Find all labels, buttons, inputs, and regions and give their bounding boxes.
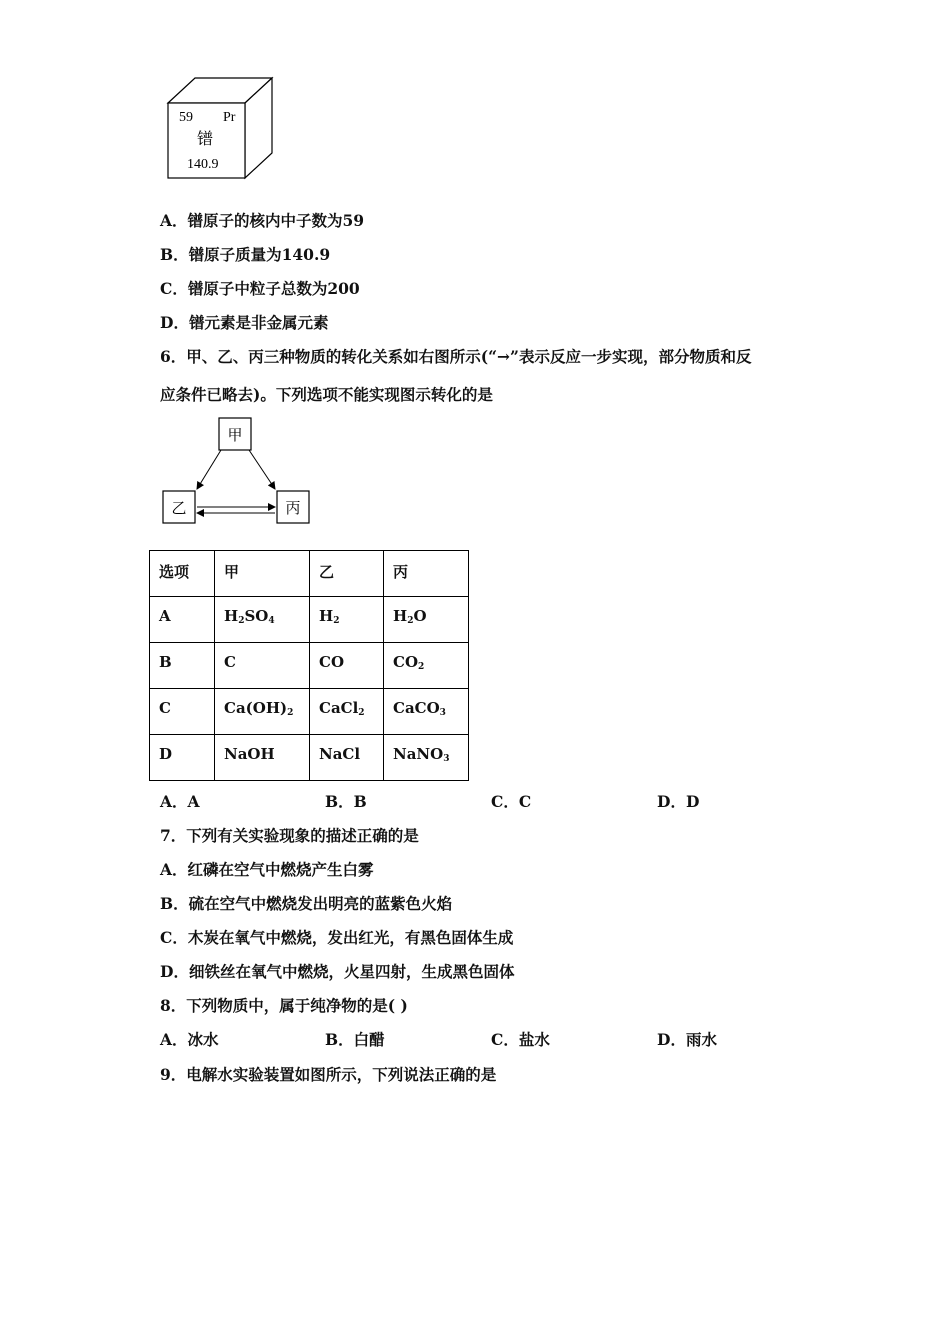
header-yi: 乙 [310,551,384,597]
arrow-jia-to-yi [197,450,221,489]
q7-option-d: D．细铁丝在氧气中燃烧，火星四射，生成黑色固体 [160,962,515,981]
element-mass: 140.9 [187,157,219,172]
header-option: 选项 [150,551,215,597]
node-jia: 甲 [227,426,243,444]
row-c-bing: CaCO$_3$ [384,689,469,735]
row-d-bing: NaNO$_3$ [384,735,469,781]
q9-stem: 9．电解水实验装置如图所示，下列说法正确的是 [160,1065,497,1084]
q8-choice-b: B．白醋 [325,1030,385,1049]
q6-choice-d: D．D [657,792,700,811]
table-row [150,689,469,735]
table-row [150,597,469,643]
element-number: 59 [179,110,193,125]
q5-option-c: C．镨原子中粒子总数为200 [160,279,360,298]
row-d-jia: NaOH [215,735,310,781]
q5-option-d: D．镨元素是非金属元素 [160,313,329,332]
q7-option-a: A．红磷在空气中燃烧产生白雾 [160,860,374,879]
q7-stem: 7．下列有关实验现象的描述正确的是 [160,826,419,845]
row-a-jia: $H_2SO_4$ [215,597,310,643]
row-b-bing: $CO_2$ [384,643,469,689]
q8-choice-c: C．盐水 [491,1030,550,1049]
element-card-praseodymium [165,75,275,180]
q7-option-c: C．木炭在氧气中燃烧，发出红光，有黑色固体生成 [160,928,514,947]
row-c-option: C [150,689,215,735]
q6-choice-b: B．B [325,792,367,811]
row-d-yi: NaCl [310,735,384,781]
q8-stem: 8．下列物质中，属于纯净物的是( ) [160,996,408,1015]
row-c-jia: $Ca(OH)_2$ [215,689,310,735]
table-header-row [150,551,469,597]
options-table [149,550,469,781]
row-d-option: D [150,735,215,781]
q5-option-b: B．镨原子质量为140.9 [160,245,331,264]
node-yi: 乙 [171,499,187,517]
arrow-jia-to-bing [249,450,275,489]
q6-stem-line2: 应条件已略去)。下列选项不能实现图示转化的是 [160,385,493,404]
header-bing: 丙 [384,551,469,597]
row-b-jia: C [215,643,310,689]
row-a-option: A [150,597,215,643]
conversion-diagram [160,416,312,526]
q7-option-b: B．硫在空气中燃烧发出明亮的蓝紫色火焰 [160,894,453,913]
row-a-yi: $H_2$ [310,597,384,643]
header-jia: 甲 [215,551,310,597]
table-row [150,643,469,689]
element-name: 镨 [197,129,214,148]
row-b-option: B [150,643,215,689]
row-c-yi: CaCl$_2$ [310,689,384,735]
row-b-yi: CO [310,643,384,689]
row-a-bing: $H_2O$ [384,597,469,643]
q6-choice-a: A．A [160,792,200,811]
q6-stem-line1: 6．甲、乙、丙三种物质的转化关系如右图所示(“→”表示反应一步实现，部分物质和反 [160,347,752,366]
element-symbol: Pr [223,110,236,125]
q5-option-a: A．镨原子的核内中子数为59 [160,211,365,230]
table-row [150,735,469,781]
q8-choice-d: D．雨水 [657,1030,717,1049]
node-bing: 丙 [285,499,301,517]
q8-choice-a: A．冰水 [160,1030,219,1049]
q6-choice-c: C．C [491,792,532,811]
